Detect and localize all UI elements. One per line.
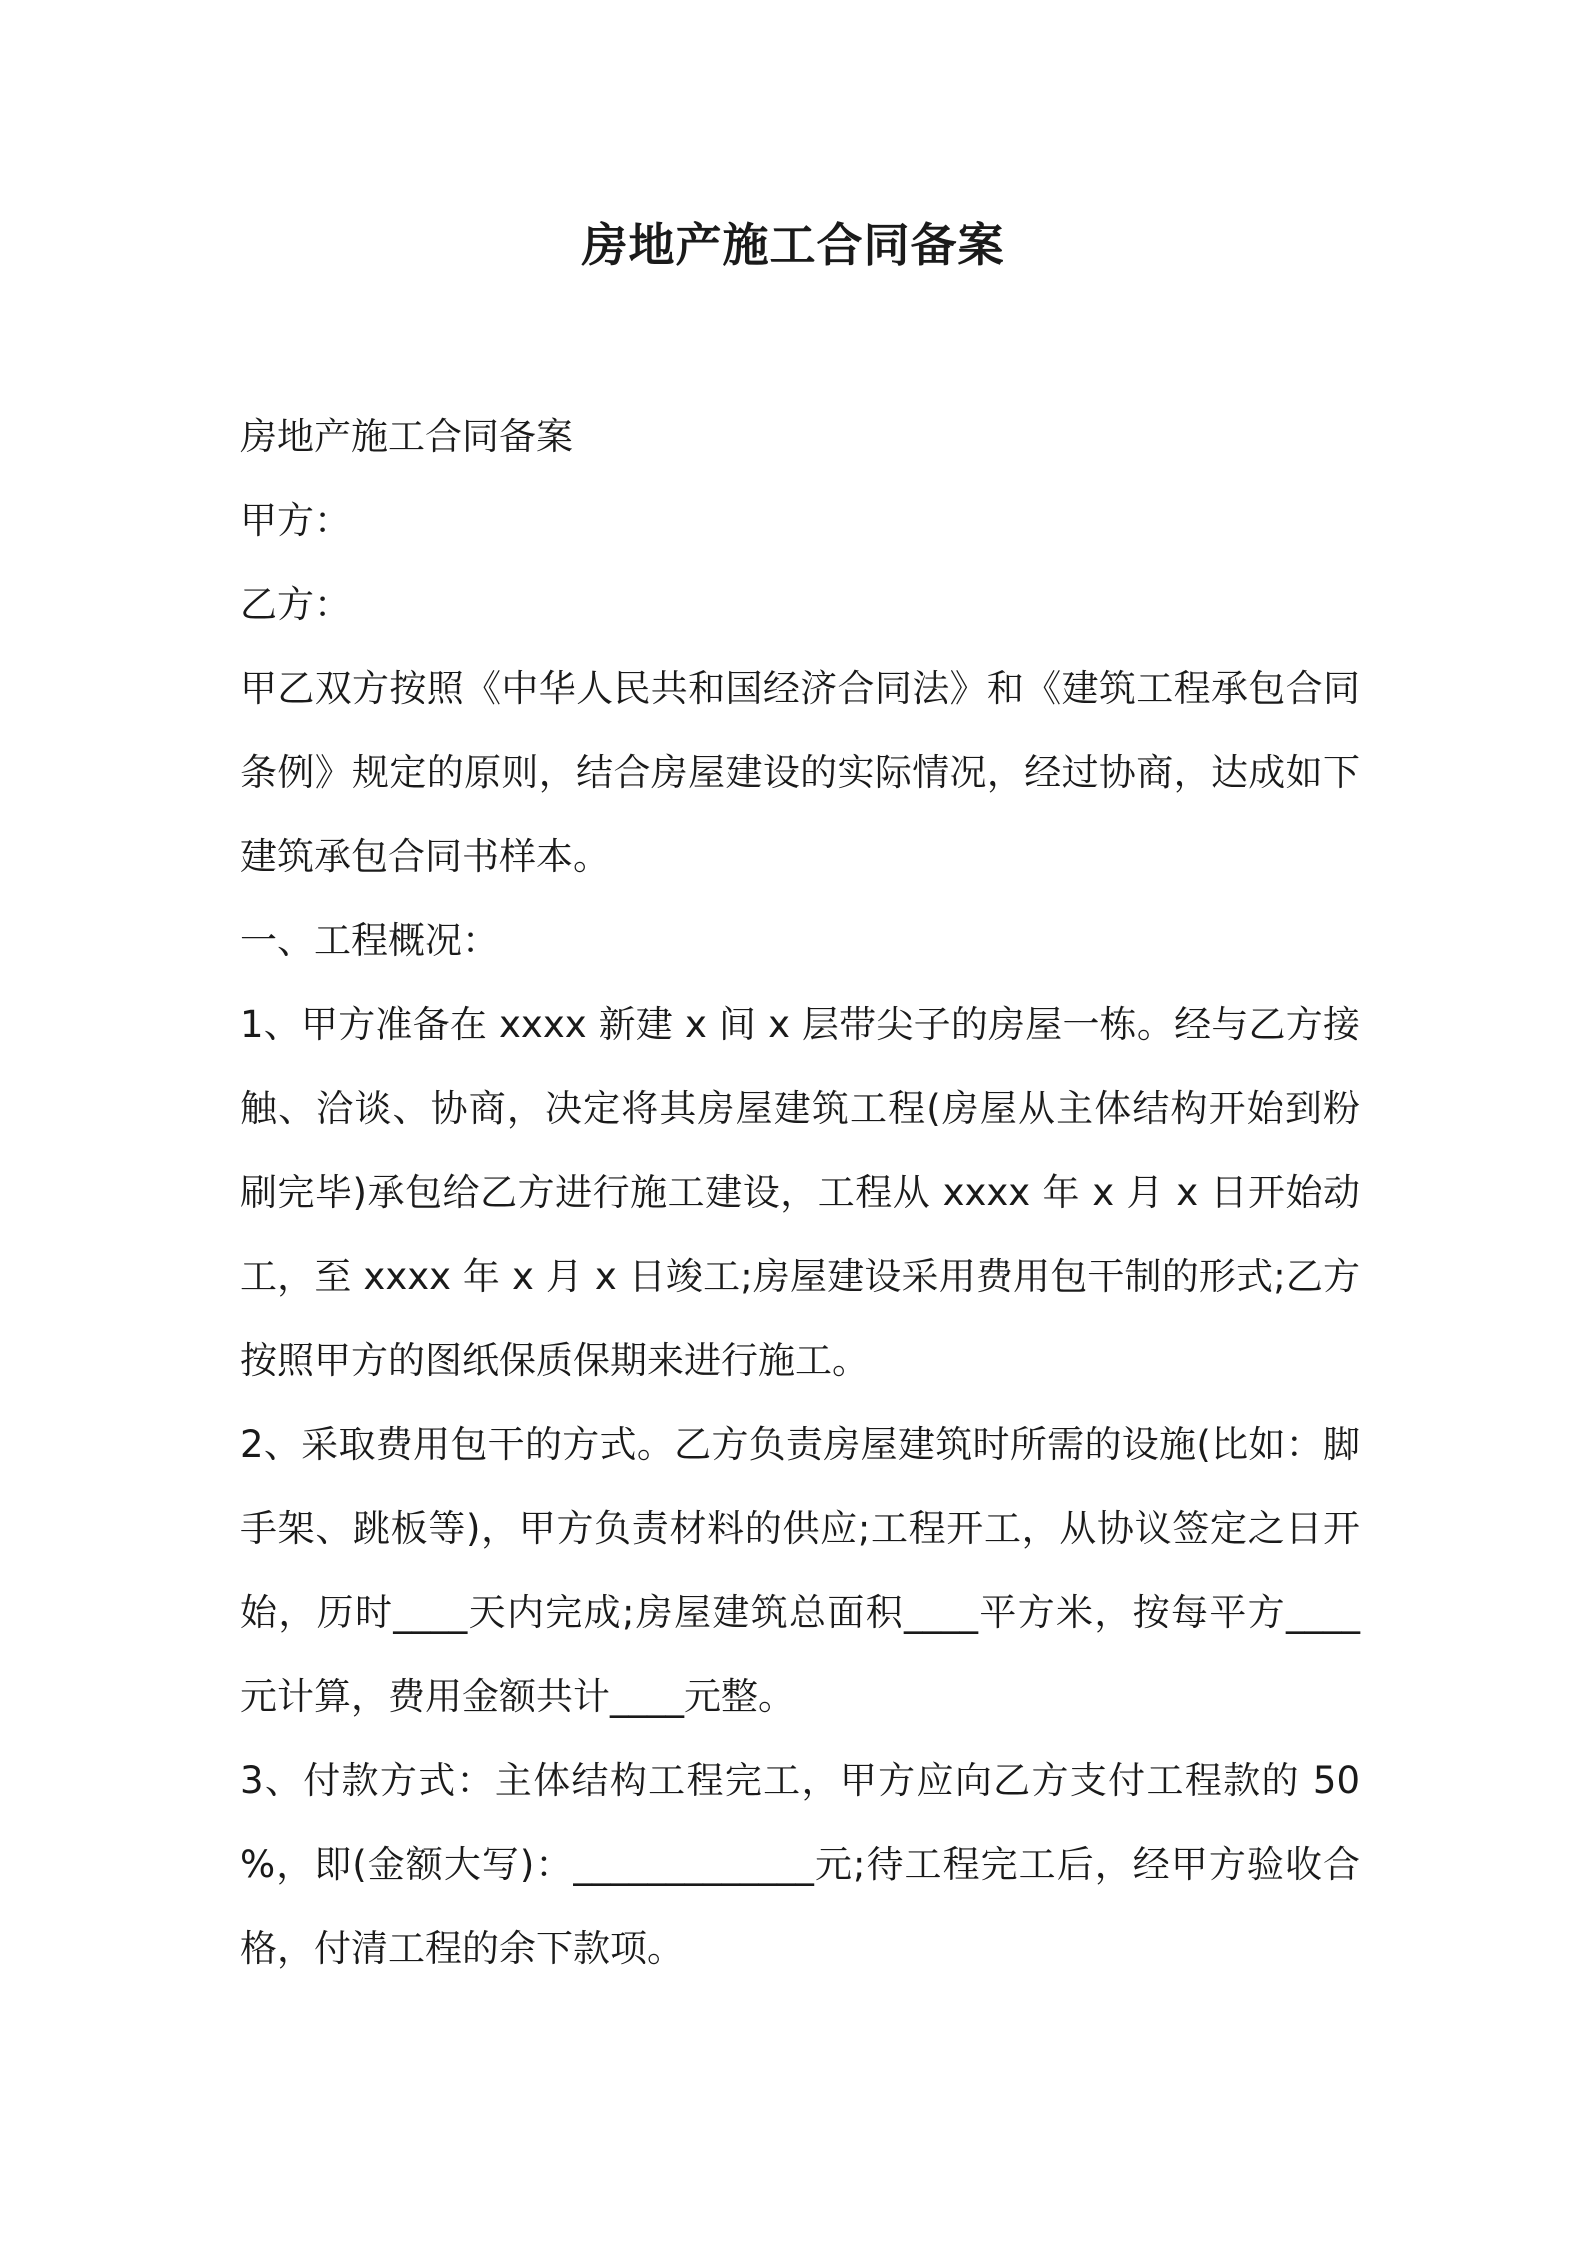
document-body	[240, 395, 1360, 1991]
subtitle-paragraph: 房地产施工合同备案	[240, 415, 573, 458]
party-a-line: 甲方：	[240, 499, 351, 542]
section-heading-overview: 一、工程概况：	[240, 919, 499, 962]
document-title: 房地产施工合同备案	[581, 218, 1005, 272]
preamble-paragraph: 甲乙双方按照《中华人民共和国经济合同法》和《建筑工程承包合同条例》规定的原则，结合房屋建设的实际情况，经过协商，达成如下建筑承包合同书样本。	[240, 667, 1360, 878]
clause-3-paragraph: 3、付款方式：主体结构工程完工，甲方应向乙方支付工程款的 50 %，即(金额大写)：_____________元;待工程完工后，经甲方验收合格，付清工程的余下款项。	[240, 1759, 1360, 1970]
party-b-line: 乙方：	[240, 583, 351, 626]
clause-1-paragraph: 1、甲方准备在 xxxx 新建 x 间 x 层带尖子的房屋一栋。经与乙方接触、洽谈、协商，决定将其房屋建筑工程(房屋从主体结构开始到粉刷完毕)承包给乙方进行施工建设，工程从 xxxx 年 x 月 x 日开始动工，至 xxxx 年 x 月 x 日竣工;房屋建设采用费用包干制的形式;乙方按照甲方的图纸保质保期来进行施工。	[240, 1003, 1360, 1382]
clause-2-paragraph: 2、采取费用包干的方式。乙方负责房屋建筑时所需的设施(比如：脚手架、跳板等)，甲方负责材料的供应;工程开工，从协议签定之日开始，历时____天内完成;房屋建筑总面积____平方米，按每平方____元计算，费用金额共计____元整。	[240, 1423, 1360, 1718]
